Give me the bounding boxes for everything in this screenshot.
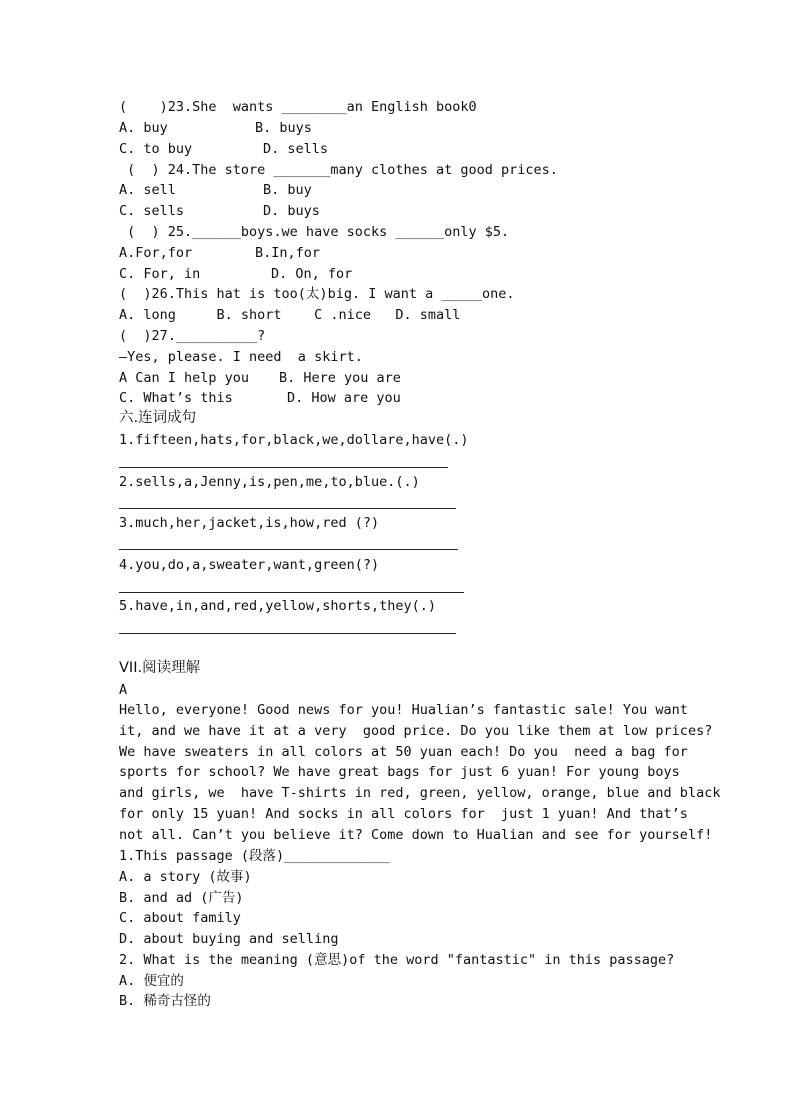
q27-stem: ( )27.__________? xyxy=(119,328,266,344)
rc-q1-option-b: B. and ad (广告) xyxy=(119,890,244,906)
rc-q1-option-a: A. a story (故事) xyxy=(119,869,252,885)
q24-stem: ( ) 24.The store _______many clothes at good prices. xyxy=(119,162,558,178)
q26-options: A. long B. short C .nice D. small xyxy=(119,307,461,323)
q23-option-a: A. buy xyxy=(119,120,168,136)
q27-option-b: B. Here you are xyxy=(279,370,401,386)
q23-stem: ( )23.She wants ________an English book0 xyxy=(119,99,477,115)
passage-line: not all. Can’t you believe it? Come down to Hualian and see for yourself! xyxy=(119,826,713,843)
q27-option-a: A Can I help you xyxy=(119,370,250,386)
rc-q2-option-a: A. 便宜的 xyxy=(119,973,184,989)
rc-q2-stem: 2. What is the meaning (意思)of the word "fantastic" in this passage? xyxy=(119,952,675,968)
answer-line-5[interactable] xyxy=(119,633,456,634)
reorder-item-2: 2.sells,a,Jenny,is,pen,me,to,blue.(.) xyxy=(119,474,420,490)
answer-line-2[interactable] xyxy=(119,508,456,509)
q24-option-b: B. buy xyxy=(263,182,312,198)
passage-line: for only 15 yuan! And socks in all colors for just 1 yuan! And that’s xyxy=(119,805,688,822)
q25-option-a: A.For,for xyxy=(119,245,193,261)
section6-heading: 六.连词成句 xyxy=(119,410,197,426)
q23-option-b: B. buys xyxy=(255,120,312,136)
q24-option-a: A. sell xyxy=(119,182,176,198)
passage-line: Hello, everyone! Good news for you! Hualian’s fantastic sale! You want xyxy=(119,702,688,718)
q23-option-d: D. sells xyxy=(263,141,329,157)
q23-option-c: C. to buy xyxy=(119,141,193,157)
q26-stem: ( )26.This hat is too(太)big. I want a _____one. xyxy=(119,286,515,302)
rc-q1-option-d: D. about buying and selling xyxy=(119,931,339,947)
q24-option-d: D. buys xyxy=(263,203,320,219)
answer-line-1[interactable] xyxy=(119,467,448,468)
passage-line: and girls, we have T-shirts in red, green, yellow, orange, blue and black xyxy=(119,785,721,802)
q25-option-b: B.In,for xyxy=(255,245,321,261)
q25-option-d: D. On, for xyxy=(271,266,353,282)
reorder-item-3: 3.much,her,jacket,is,how,red (?) xyxy=(119,515,380,531)
q24-option-c: C. sells xyxy=(119,203,185,219)
passage-line: it, and we have it at a very good price. Do you like them at low prices? xyxy=(119,722,713,739)
rc-q1-stem: 1.This passage (段落)_____________ xyxy=(119,848,390,864)
answer-line-4[interactable] xyxy=(119,592,464,593)
rc-q2-option-b: B. 稀奇古怪的 xyxy=(119,993,211,1009)
reorder-item-4: 4.you,do,a,sweater,want,green(?) xyxy=(119,557,380,573)
section7-heading: VII.阅读理解 xyxy=(119,660,201,676)
answer-line-3[interactable] xyxy=(119,549,458,550)
q27-option-d: D. How are you xyxy=(287,390,401,406)
passage-label: A xyxy=(119,682,128,698)
q25-stem: ( ) 25.______boys.we have socks ______only $5. xyxy=(119,224,510,240)
q25-option-c: C. For, in xyxy=(119,266,201,282)
q27-option-c: C. What’s this xyxy=(119,390,233,406)
reorder-item-5: 5.have,in,and,red,yellow,shorts,they(.) xyxy=(119,598,436,614)
reading-passage xyxy=(119,700,721,846)
passage-line: We have sweaters in all colors at 50 yuan each! Do you need a bag for xyxy=(119,743,688,760)
rc-q1-option-c: C. about family xyxy=(119,910,241,926)
reorder-item-1: 1.fifteen,hats,for,black,we,dollare,have(.) xyxy=(119,432,469,448)
q27-reply: —Yes, please. I need a skirt. xyxy=(119,349,363,365)
passage-line: sports for school? We have great bags for just 6 yuan! For young boys xyxy=(119,764,680,781)
